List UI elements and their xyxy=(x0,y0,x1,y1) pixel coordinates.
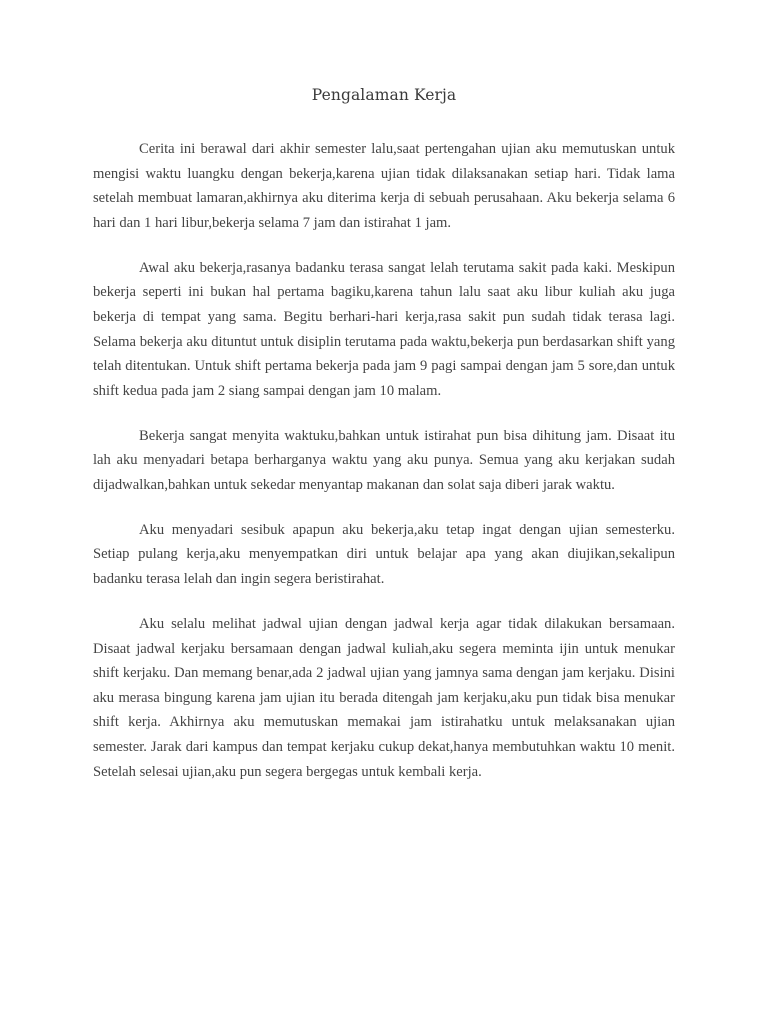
paragraph-2: Awal aku bekerja,rasanya badanku terasa sangat lelah terutama sakit pada kaki. Meskipun bekerja seperti ini bukan hal pertama bagiku,karena tahun lalu saat aku libur kuliah aku juga bekerja di tempat yang sama. Begitu berhari-hari kerja,rasa sakit pun sudah tidak terasa lagi. Selama bekerja aku dituntut untuk disiplin terutama pada waktu,bekerja pun berdasarkan shift yang telah ditentukan. Untuk shift pertama bekerja pada jam 9 pagi sampai dengan jam 5 sore,dan untuk shift kedua pada jam 2 siang sampai dengan jam 10 malam. xyxy=(93,259,675,399)
document-body xyxy=(93,137,675,805)
paragraph-4: Aku menyadari sesibuk apapun aku bekerja,aku tetap ingat dengan ujian semesterku. Setiap pulang kerja,aku menyempatkan diri untuk belajar apa yang akan diujikan,sekalipun badanku terasa lelah dan ingin segera beristirahat. xyxy=(93,521,675,588)
paragraph-3: Bekerja sangat menyita waktuku,bahkan untuk istirahat pun bisa dihitung jam. Disaat itu lah aku menyadari betapa berharganya waktu yang aku punya. Semua yang aku kerjakan sudah dijadwalkan,bahkan untuk sekedar menyantap makanan dan solat saja diberi jarak waktu. xyxy=(93,427,675,493)
paragraph-1: Cerita ini berawal dari akhir semester lalu,saat pertengahan ujian aku memutuskan untuk mengisi waktu luangku dengan bekerja,karena ujian tidak dilaksanakan setiap hari. Tidak lama setelah membuat lamaran,akhirnya aku diterima kerja di sebuah perusahaan. Aku bekerja selama 6 hari dan 1 hari libur,bekerja selama 7 jam dan istirahat 1 jam. xyxy=(93,141,675,231)
document-title: Pengalaman Kerja xyxy=(311,86,457,104)
paragraph-5: Aku selalu melihat jadwal ujian dengan jadwal kerja agar tidak dilakukan bersamaan. Disaat jadwal kerjaku bersamaan dengan jadwal kuliah,aku segera meminta ijin untuk menukar shift kerjaku. Dan memang benar,ada 2 jadwal ujian yang jamnya sama dengan jam kerjaku. Disini aku merasa bingung karena jam ujian itu berada ditengah jam kerjaku,aku pun tidak bisa menukar shift kerja. Akhirnya aku memutuskan memakai jam istirahatku untuk melaksanakan ujian semester. Jarak dari kampus dan tempat kerjaku cukup dekat,hanya membutuhkan waktu 10 menit. Setelah selesai ujian,aku pun segera bergegas untuk kembali kerja. xyxy=(93,616,675,780)
